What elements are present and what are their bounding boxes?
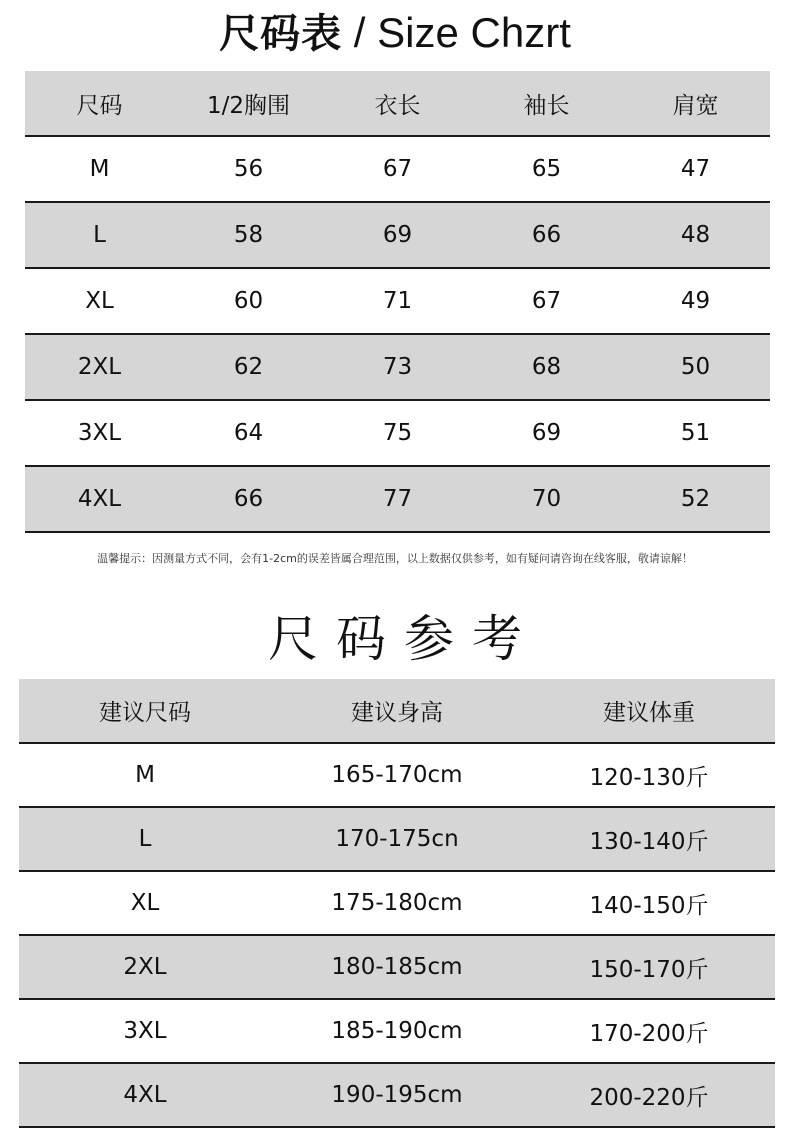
table-cell: 175-180cm <box>331 890 463 916</box>
table-cell: 70 <box>531 486 562 512</box>
table-row <box>19 1063 775 1127</box>
table-cell: 130-140斤 <box>589 828 709 855</box>
column-header-length: 衣长 <box>374 92 421 119</box>
table-cell: 69 <box>531 420 562 446</box>
column-header-suggested-size: 建议尺码 <box>99 700 191 726</box>
table-cell: 185-190cm <box>331 1018 463 1044</box>
table-cell: 2XL <box>123 954 167 980</box>
table-cell: 51 <box>680 420 711 446</box>
table-cell: 180-185cm <box>331 954 463 980</box>
table-cell: 4XL <box>123 1082 167 1108</box>
table-row <box>25 268 770 334</box>
table-cell: 2XL <box>77 354 122 380</box>
size-reference-header-row <box>19 679 775 743</box>
table-cell: 60 <box>233 288 264 314</box>
table-cell: 47 <box>680 156 711 182</box>
size-reference-title: 尺码参考 <box>268 610 540 668</box>
size-chart-title-zh: 尺码表 <box>219 11 343 57</box>
column-header-sleeve: 袖长 <box>523 92 570 119</box>
table-cell: XL <box>130 890 160 916</box>
table-cell: 66 <box>233 486 264 512</box>
table-cell: 66 <box>531 222 562 248</box>
size-reference-table <box>19 679 775 1128</box>
size-chart-title-en: Size Chzrt <box>377 9 571 56</box>
table-cell: 165-170cm <box>331 762 463 788</box>
column-header-suggested-weight: 建议体重 <box>603 700 695 726</box>
column-header-size: 尺码 <box>76 92 123 119</box>
table-cell: 67 <box>382 156 413 182</box>
column-header-suggested-height: 建议身高 <box>351 700 443 726</box>
size-chart-title <box>0 0 790 66</box>
size-chart-title-separator: / <box>342 9 378 56</box>
column-header-shoulder: 肩宽 <box>672 92 719 119</box>
table-cell: 75 <box>382 420 413 446</box>
table-cell: 140-150斤 <box>589 892 709 919</box>
table-cell: 71 <box>382 288 413 314</box>
table-row <box>25 202 770 268</box>
table-cell: 64 <box>233 420 264 446</box>
table-cell: 150-170斤 <box>589 956 709 983</box>
table-cell: 73 <box>382 354 413 380</box>
table-row <box>25 400 770 466</box>
table-cell: 65 <box>531 156 562 182</box>
table-cell: 120-130斤 <box>589 764 709 791</box>
table-cell: 190-195cm <box>331 1082 463 1108</box>
table-row <box>19 743 775 807</box>
table-cell: L <box>93 222 106 248</box>
table-cell: 4XL <box>77 486 122 512</box>
table-row <box>19 871 775 935</box>
table-cell: 170-200斤 <box>589 1020 709 1047</box>
table-cell: L <box>138 826 152 852</box>
table-cell: 68 <box>531 354 562 380</box>
table-cell: 170-175cn <box>335 826 459 852</box>
size-chart-header-row <box>25 71 770 136</box>
table-cell: 67 <box>531 288 562 314</box>
table-cell: 58 <box>233 222 264 248</box>
table-cell: M <box>89 156 110 182</box>
table-cell: 200-220斤 <box>589 1084 709 1111</box>
table-cell: 62 <box>233 354 264 380</box>
table-cell: 50 <box>680 354 711 380</box>
table-row <box>19 999 775 1063</box>
table-cell: 3XL <box>77 420 122 446</box>
table-row <box>25 334 770 400</box>
column-header-half-chest: 1/2胸围 <box>206 92 290 119</box>
table-cell: 56 <box>233 156 264 182</box>
table-cell: 69 <box>382 222 413 248</box>
table-cell: 3XL <box>123 1018 167 1044</box>
table-row <box>19 935 775 999</box>
table-row <box>25 466 770 532</box>
table-cell: 52 <box>680 486 711 512</box>
table-cell: M <box>135 762 155 788</box>
size-chart-table <box>25 71 770 533</box>
table-cell: XL <box>85 288 114 314</box>
table-row <box>19 807 775 871</box>
table-cell: 48 <box>680 222 711 248</box>
measurement-note: 温馨提示：因测量方式不同，会有1-2cm的误差皆属合理范围，以上数据仅供参考，如有疑问请咨询在线客服，敬请谅解！ <box>97 552 693 565</box>
table-cell: 77 <box>382 486 413 512</box>
table-cell: 49 <box>680 288 711 314</box>
table-row <box>25 136 770 202</box>
